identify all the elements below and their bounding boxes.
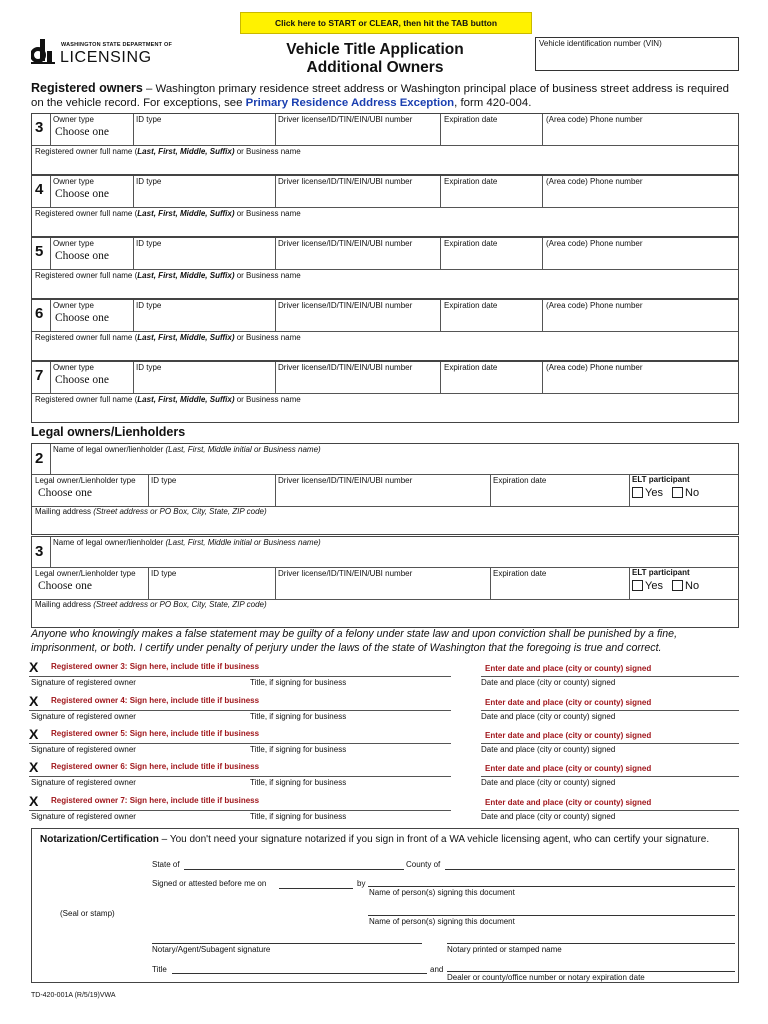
intro-text: – Washington primary residence street address or Washington principal place of business street address is required on the vehicle record. For exceptions, see [31, 83, 729, 109]
owner-type-label: Owner type [53, 301, 94, 310]
notarization-title: Notarization/Certification [40, 834, 159, 845]
owner-type-select[interactable]: Choose one [55, 374, 109, 386]
elt-no-option[interactable] [672, 580, 699, 592]
sign-here-x: X [29, 759, 39, 775]
name-label-tail: or Business name [234, 271, 301, 280]
owner-signature-field[interactable]: Registered owner 5: Sign here, include title if business [51, 729, 260, 738]
signature-label: Signature of registered owner [31, 745, 136, 754]
phone-number-field[interactable]: (Area code) Phone number [546, 301, 643, 310]
notarization-text: – You don't need your signature notarized if you sign in front of a WA vehicle licensing agent, who can certify your signature. [158, 834, 710, 845]
page-title [250, 41, 500, 77]
license-number-field[interactable]: Driver license/ID/TIN/EIN/UBI number [278, 177, 413, 186]
mailing-label-italic: (Street address or PO Box, City, State, ZIP code) [93, 507, 267, 516]
expiration-date-field[interactable]: Expiration date [444, 177, 498, 186]
registered-owner-block [31, 361, 739, 423]
signature-row [29, 660, 741, 690]
perjury-warning: Anyone who knowingly makes a false statement may be guilty of a felony under state law and upon conviction shall be punished by a fine, imprisonment, or both. I certify under penalty of perjury under the laws of the state of Washington that the foregoing is true and correct. [31, 628, 678, 654]
phone-number-field[interactable]: (Area code) Phone number [546, 363, 643, 372]
dol-logo-icon [31, 39, 55, 65]
start-clear-button[interactable]: Click here to START or CLEAR, then hit the TAB button [240, 12, 532, 34]
legal-owner-number: 2 [35, 450, 44, 467]
elt-participant-label: ELT participant [632, 568, 690, 577]
mailing-label-italic: (Street address or PO Box, City, State, ZIP code) [93, 600, 267, 609]
owner-full-name-field[interactable] [35, 271, 301, 280]
notary-name-field[interactable] [447, 943, 735, 944]
signed-before-label: Signed or attested before me on [152, 879, 267, 888]
name-label-tail: or Business name [234, 209, 301, 218]
owner-number: 7 [35, 367, 44, 384]
owner-type-label: Owner type [53, 239, 94, 248]
owner-type-label: Owner type [53, 115, 94, 124]
elt-participant-label: ELT participant [632, 475, 690, 484]
signature-label: Signature of registered owner [31, 712, 136, 721]
state-label: State of [152, 860, 180, 869]
expiration-date-field[interactable]: Expiration date [444, 239, 498, 248]
owner-number: 4 [35, 181, 44, 198]
phone-number-field[interactable]: (Area code) Phone number [546, 239, 643, 248]
legal-owner-block [31, 536, 739, 628]
notary-title-label: Title [152, 965, 167, 974]
mailing-label: Mailing address [35, 600, 94, 609]
title-if-business-label: Title, if signing for business [250, 712, 347, 721]
person-name-field-2[interactable] [368, 915, 735, 916]
dol-logo [31, 39, 181, 67]
owner-number: 3 [35, 119, 44, 136]
elt-yes-checkbox[interactable] [632, 580, 643, 591]
registered-owner-block [31, 237, 739, 299]
name-label-italic: Last, First, Middle, Suffix) [137, 333, 235, 342]
form-number: TD-420-001A (R/5/19)VWA [31, 992, 116, 999]
expiration-date-field[interactable]: Expiration date [444, 115, 498, 124]
mailing-address-field[interactable] [35, 507, 267, 516]
expiration-date-field[interactable]: Expiration date [444, 363, 498, 372]
notary-title-field[interactable] [172, 973, 427, 974]
phone-number-field[interactable]: (Area code) Phone number [546, 177, 643, 186]
sign-here-x: X [29, 726, 39, 742]
lienholder-type-select[interactable]: Choose one [38, 580, 92, 592]
legal-owner-block [31, 443, 739, 535]
legal-owners-heading: Legal owners/Lienholders [31, 425, 186, 439]
county-label: County of [406, 860, 441, 869]
registered-owners-intro [31, 82, 741, 110]
person-name-field-1[interactable] [368, 886, 735, 887]
name-label-italic: Last, First, Middle, Suffix) [137, 209, 235, 218]
notary-signature-label: Notary/Agent/Subagent signature [152, 945, 271, 954]
expiration-date-field[interactable]: Expiration date [444, 301, 498, 310]
id-type-field[interactable]: ID type [136, 115, 162, 124]
notary-signature-field[interactable] [152, 943, 422, 944]
id-type-field[interactable]: ID type [136, 239, 162, 248]
person-name-label-1: Name of person(s) signing this document [369, 888, 515, 897]
date-place-label: Date and place (city or county) signed [481, 678, 616, 687]
signature-row [29, 727, 741, 757]
elt-yes-option[interactable] [632, 487, 663, 499]
sign-here-x: X [29, 793, 39, 809]
date-place-label: Date and place (city or county) signed [481, 812, 616, 821]
and-label: and [430, 965, 444, 974]
mailing-label: Mailing address [35, 507, 94, 516]
signature-label: Signature of registered owner [31, 678, 136, 687]
name-label-part: Registered owner full name ( [35, 271, 138, 280]
sign-here-x: X [29, 693, 39, 709]
logo-department-text: WASHINGTON STATE DEPARTMENT OF [61, 42, 173, 48]
signature-row [29, 760, 741, 790]
elt-yes-label: Yes [645, 487, 663, 499]
legal-expiration-date-field[interactable]: Expiration date [493, 476, 547, 485]
county-field[interactable] [445, 869, 735, 870]
title-line-2: Additional Owners [306, 59, 444, 76]
date-place-label: Date and place (city or county) signed [481, 745, 616, 754]
date-place-label: Date and place (city or county) signed [481, 712, 616, 721]
name-label-tail: or Business name [234, 147, 301, 156]
title-if-business-label: Title, if signing for business [250, 778, 347, 787]
name-label-part: Registered owner full name ( [35, 395, 138, 404]
registered-owners-heading: Registered owners [31, 81, 143, 95]
legal-owner-name-field[interactable] [53, 445, 321, 454]
license-number-field[interactable]: Driver license/ID/TIN/EIN/UBI number [278, 363, 413, 372]
owner-signature-field[interactable]: Registered owner 4: Sign here, include title if business [51, 696, 260, 705]
signature-label: Signature of registered owner [31, 812, 136, 821]
legal-name-italic: (Last, First, Middle initial or Business name) [165, 538, 321, 547]
title-if-business-label: Title, if signing for business [250, 745, 347, 754]
name-label-part: Registered owner full name ( [35, 333, 138, 342]
elt-no-checkbox[interactable] [672, 487, 683, 498]
vin-label: Vehicle identification number (VIN) [539, 39, 662, 48]
elt-no-label: No [685, 580, 700, 592]
signed-date-field[interactable] [279, 888, 353, 889]
owner-type-select[interactable]: Choose one [55, 126, 109, 138]
name-label-italic: Last, First, Middle, Suffix) [137, 395, 235, 404]
id-type-field[interactable]: ID type [136, 301, 162, 310]
date-place-signed-field[interactable]: Enter date and place (city or county) signed [485, 731, 652, 740]
title-if-business-label: Title, if signing for business [250, 678, 347, 687]
signature-label: Signature of registered owner [31, 778, 136, 787]
name-label-tail: or Business name [234, 395, 301, 404]
owner-type-select[interactable]: Choose one [55, 188, 109, 200]
legal-id-type-field[interactable]: ID type [151, 569, 177, 578]
elt-yes-label: Yes [645, 580, 663, 592]
elt-no-option[interactable] [672, 487, 699, 499]
title-if-business-label: Title, if signing for business [250, 812, 347, 821]
state-field[interactable] [184, 869, 404, 870]
owner-full-name-field[interactable] [35, 333, 301, 342]
id-type-field[interactable]: ID type [136, 177, 162, 186]
phone-number-field[interactable]: (Area code) Phone number [546, 115, 643, 124]
primary-residence-link[interactable]: Primary Residence Address Exception [245, 96, 455, 109]
elt-yes-checkbox[interactable] [632, 487, 643, 498]
lienholder-type-label: Legal owner/Lienholder type [35, 476, 136, 485]
name-label-italic: Last, First, Middle, Suffix) [137, 147, 235, 156]
registered-owner-block [31, 175, 739, 237]
owner-type-select[interactable]: Choose one [55, 312, 109, 324]
legal-owner-name-field[interactable] [53, 538, 321, 547]
owner-signature-field[interactable]: Registered owner 3: Sign here, include title if business [51, 662, 260, 671]
license-number-field[interactable]: Driver license/ID/TIN/EIN/UBI number [278, 301, 413, 310]
owner-number: 5 [35, 243, 44, 260]
dealer-number-label: Dealer or county/office number or notary expiration date [447, 973, 645, 982]
owner-type-label: Owner type [53, 177, 94, 186]
notarization-heading [40, 834, 709, 845]
elt-no-label: No [685, 487, 700, 499]
owner-full-name-field[interactable] [35, 147, 301, 156]
legal-id-type-field[interactable]: ID type [151, 476, 177, 485]
elt-no-checkbox[interactable] [672, 580, 683, 591]
logo-licensing-text: LICENSING [60, 49, 152, 66]
intro-tail: , form 420-004. [454, 96, 532, 109]
date-place-signed-field[interactable]: Enter date and place (city or county) signed [485, 664, 652, 673]
id-type-field[interactable]: ID type [136, 363, 162, 372]
registered-owner-block [31, 113, 739, 175]
name-label-italic: Last, First, Middle, Suffix) [137, 271, 235, 280]
owner-signature-field[interactable]: Registered owner 7: Sign here, include title if business [51, 796, 260, 805]
title-line-1: Vehicle Title Application [286, 41, 464, 58]
registered-owner-block [31, 299, 739, 361]
name-label-tail: or Business name [234, 333, 301, 342]
elt-yes-option[interactable] [632, 580, 663, 592]
person-name-label-2: Name of person(s) signing this document [369, 917, 515, 926]
lienholder-type-select[interactable]: Choose one [38, 487, 92, 499]
seal-label: (Seal or stamp) [60, 909, 115, 918]
date-place-signed-field[interactable]: Enter date and place (city or county) signed [485, 764, 652, 773]
owner-full-name-field[interactable] [35, 395, 301, 404]
vin-field[interactable] [535, 37, 739, 71]
date-place-label: Date and place (city or county) signed [481, 778, 616, 787]
sign-here-x: X [29, 659, 39, 675]
legal-license-number-field[interactable]: Driver license/ID/TIN/EIN/UBI number [278, 476, 413, 485]
legal-name-italic: (Last, First, Middle initial or Business name) [165, 445, 321, 454]
signature-row [29, 694, 741, 724]
owner-type-label: Owner type [53, 363, 94, 372]
license-number-field[interactable]: Driver license/ID/TIN/EIN/UBI number [278, 239, 413, 248]
owner-signature-field[interactable]: Registered owner 6: Sign here, include title if business [51, 762, 260, 771]
name-label-part: Registered owner full name ( [35, 209, 138, 218]
signature-row [29, 794, 741, 824]
legal-owner-number: 3 [35, 543, 44, 560]
legal-name-label: Name of legal owner/lienholder [53, 538, 166, 547]
legal-expiration-date-field[interactable]: Expiration date [493, 569, 547, 578]
dealer-number-field[interactable] [447, 971, 735, 972]
notarization-box [31, 828, 739, 983]
notary-name-label: Notary printed or stamped name [447, 945, 562, 954]
date-place-signed-field[interactable]: Enter date and place (city or county) signed [485, 798, 652, 807]
legal-name-label: Name of legal owner/lienholder [53, 445, 166, 454]
owner-number: 6 [35, 305, 44, 322]
owner-type-select[interactable]: Choose one [55, 250, 109, 262]
license-number-field[interactable]: Driver license/ID/TIN/EIN/UBI number [278, 115, 413, 124]
date-place-signed-field[interactable]: Enter date and place (city or county) signed [485, 698, 652, 707]
by-label: by [357, 879, 366, 888]
name-label-part: Registered owner full name ( [35, 147, 138, 156]
lienholder-type-label: Legal owner/Lienholder type [35, 569, 136, 578]
legal-license-number-field[interactable]: Driver license/ID/TIN/EIN/UBI number [278, 569, 413, 578]
owner-full-name-field[interactable] [35, 209, 301, 218]
mailing-address-field[interactable] [35, 600, 267, 609]
